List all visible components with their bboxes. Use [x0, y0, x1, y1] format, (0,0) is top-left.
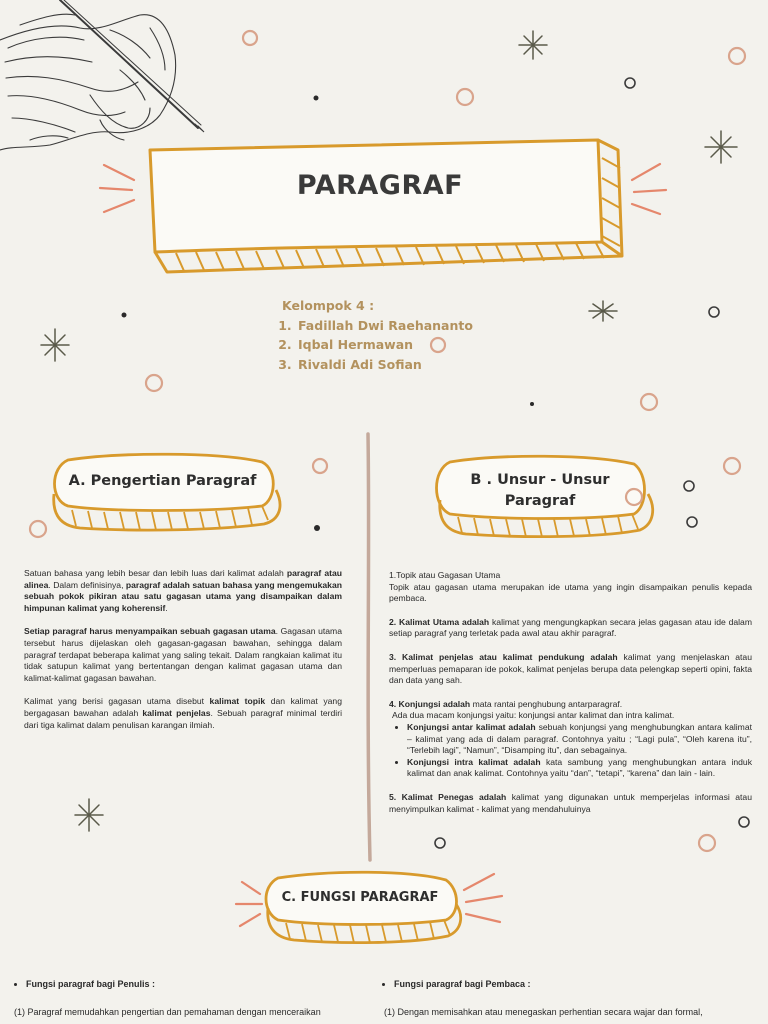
- burst-left-icon: [100, 165, 134, 212]
- paragraph: Satuan bahasa yang lebih besar dan lebih luas dari kalimat adalah paragraf atau alinea. Dalam definisinya, paragraf adalah satuan bahasa yang mengemukakan sebuah pokok pikiran atau satu gagasan utama yang disampaikan dalam himpunan kalimat yang koherensif.: [24, 568, 342, 613]
- fungsi-penulis-item: (1) Paragraf memudahkan pengertian dan pemahaman dengan menceraikan: [14, 1007, 321, 1017]
- section-b-heading-line2: Paragraf: [504, 493, 576, 509]
- vertical-divider: [368, 434, 370, 860]
- list-item: • Konjungsi antar kalimat adalah sebuah konjungsi yang menghubungkan antara kalimat – kalimat yang ada di dalam paragraf. Contohnya yaitu ; “Lagi pula”, “Oleh karena itu”, “Terlebih lagi”, “Namun”, “Disamping itu”, dan sebagainya.: [407, 722, 752, 757]
- paragraph: Setiap paragraf harus menyampaikan sebuah gagasan utama. Gagasan utama tersebut harus dijelaskan oleh gagasan-gagasan bawahan, sehingga dalam paragraf terdapat beberapa kalimat yang saling tekait. Dalam rangkaian kalimat itu tidak satupun kalimat yang bertentangan dengan kalimat gagasan utama dan kalimat-kalimat gagasan bawahan.: [24, 626, 343, 683]
- pill-c: [266, 872, 461, 943]
- unsur-item-1: 1.Topik atau Gagasan Utama Topik atau gagasan utama merupakan ide utama yang ingin disampaikan penulis kepada pembaca.: [389, 570, 752, 604]
- burst-c-left-icon: [236, 882, 262, 926]
- member-list: [282, 316, 473, 375]
- burst-c-right-icon: [464, 874, 502, 922]
- konjungsi-list: [389, 722, 752, 780]
- section-a-body: [24, 568, 342, 743]
- section-b-heading: [440, 470, 640, 512]
- title-box: [150, 140, 622, 272]
- member-item: 2. Iqbal Hermawan: [296, 335, 473, 355]
- group-label: Kelompok 4 :: [282, 298, 375, 313]
- unsur-item-3: 3. Kalimat penjelas atau kalimat pendukung adalah kalimat yang menjelaskan atau memperluas pemaparan ide pokok, kalimat penjelas berupa data pelengkap seperti opini, fakta dan data yang sah.: [389, 651, 752, 686]
- section-a-heading: A. Pengertian Paragraf: [68, 473, 257, 489]
- hand-drawing-icon: [0, 0, 204, 150]
- list-item: • Fungsi paragraf bagi Pembaca :: [394, 978, 756, 990]
- unsur-item-4: 4. Konjungsi adalah mata rantai penghubung antarparagraf. Ada dua macam konjungsi yaitu: konjungsi antar kalimat dan intra kalimat. • Konjungsi antar kalimat adalah sebuah konjungsi yang menghubungkan antara kalimat – kalimat yang ada di dalam paragraf. Contohnya yaitu ; “Lagi pula”, “Oleh karena itu”, “Terlebih lagi”, “Namun”, “Disamping itu”, dan sebagainya. • Konjungsi intra kalimat adalah kata sambung yang menghubungkan antara induk kalimat dan anak kalimat. Contohnya yaitu “dan”, “tetapi”, “karena” dan lain - lain.: [389, 699, 752, 780]
- member-item: 3. Rivaldi Adi Sofian: [296, 355, 473, 375]
- fungsi-penulis: [8, 978, 368, 1018]
- paragraph: Kalimat yang berisi gagasan utama disebut kalimat topik dan kalimat yang bergagasan bawahan adalah kalimat penjelas. Sebuah paragraf minimal terdiri dari tiga kalimat dalam penulisan karangan ilmiah.: [24, 696, 342, 730]
- section-c-heading: C. FUNGSI PARAGRAF: [281, 890, 439, 905]
- list-item: • Fungsi paragraf bagi Penulis :: [26, 978, 368, 990]
- unsur-item-5: 5. Kalimat Penegas adalah kalimat yang digunakan untuk memperjelas informasi atau menyimpulkan kalimat - kalimat yang mendahuluinya: [389, 791, 752, 814]
- burst-right-icon: [632, 164, 666, 214]
- page-title: PARAGRAF: [296, 170, 464, 201]
- group-info: [282, 296, 473, 374]
- member-item: 1. Fadillah Dwi Raehananto: [296, 316, 473, 336]
- fungsi-pembaca-item: (1) Dengan memisahkan atau menegaskan perhentian secara wajar dan formal,: [384, 1007, 703, 1017]
- section-b-heading-line1: B . Unsur - Unsur: [470, 472, 610, 488]
- fungsi-pembaca: [376, 978, 756, 1018]
- list-item: • Konjungsi intra kalimat adalah kata sambung yang menghubungkan antara induk kalimat dan anak kalimat. Contohnya yaitu “dan”, “tetapi”, “karena” dan lain - lain.: [407, 757, 752, 780]
- pill-a: [54, 454, 280, 530]
- unsur-item-2: 2. Kalimat Utama adalah kalimat yang mengungkapkan secara jelas gagasan atau ide dalam setiap paragraf yang terletak pada awal atau akhir paragraf.: [389, 616, 752, 639]
- section-b-body: [389, 570, 752, 827]
